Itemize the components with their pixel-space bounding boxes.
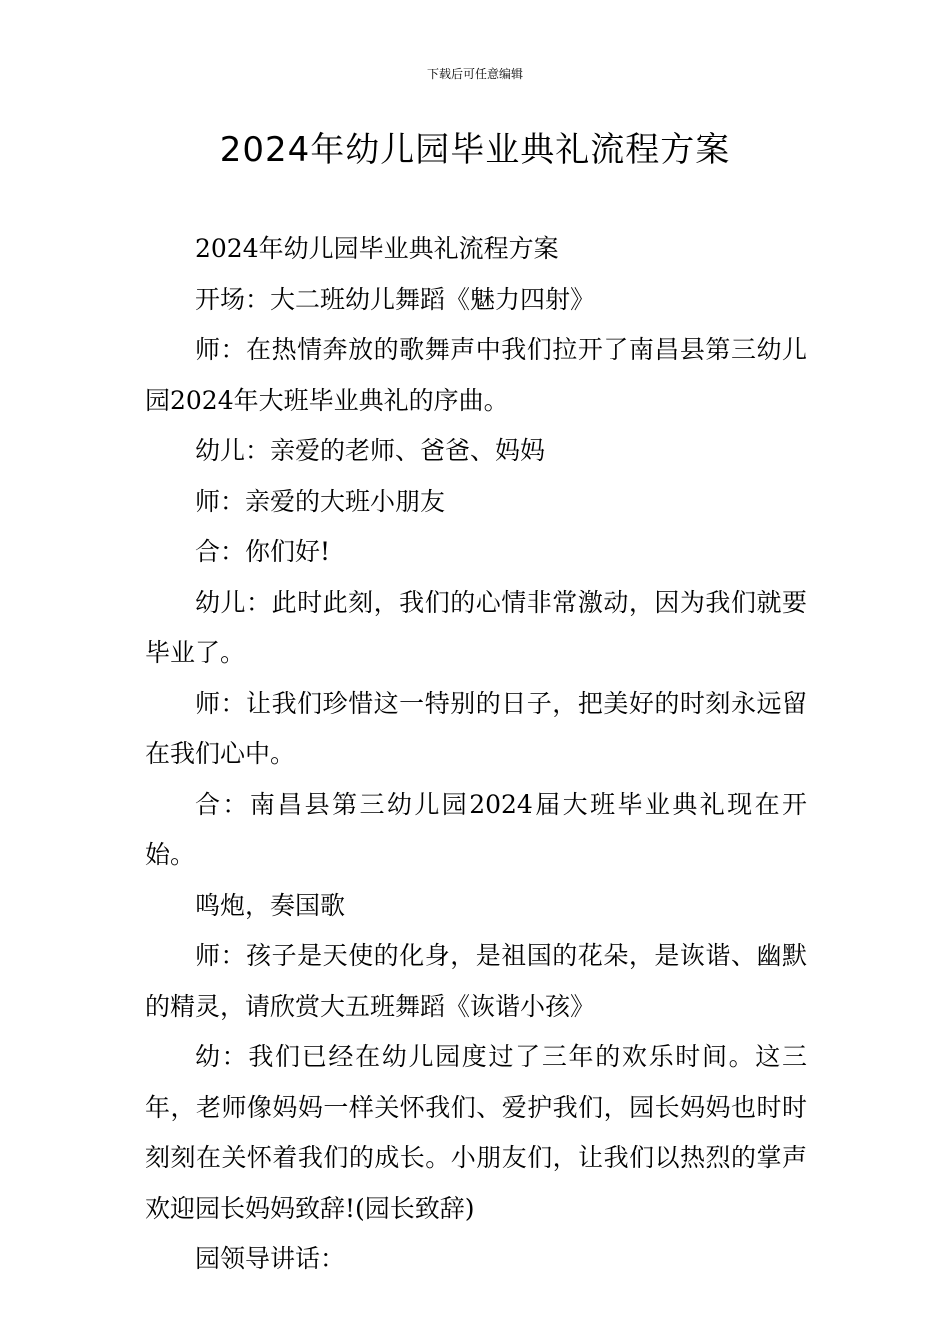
paragraph: 幼：我们已经在幼儿园度过了三年的欢乐时间。这三年，老师像妈妈一样关怀我们、爱护我们，园长妈妈也时时刻刻在关怀着我们的成长。小朋友们，让我们以热烈的掌声欢迎园长妈妈致辞!(园长致辞): [145, 1042, 807, 1223]
paragraph: 师：让我们珍惜这一特别的日子，把美好的时刻永远留在我们心中。: [145, 688, 807, 768]
paragraph: 幼儿：此时此刻，我们的心情非常激动，因为我们就要毕业了。: [145, 587, 807, 667]
paragraph: 园领导讲话：: [195, 1244, 346, 1273]
paragraph: 合：南昌县第三幼儿园2024届大班毕业典礼现在开始。: [145, 789, 807, 869]
paragraph: 2024年幼儿园毕业典礼流程方案: [195, 234, 559, 263]
paragraph: 鸣炮，奏国歌: [195, 890, 346, 920]
document-title: 2024年幼儿园毕业典礼流程方案: [219, 130, 731, 170]
paragraph: 开场：大二班幼儿舞蹈《魅力四射》: [195, 284, 596, 314]
paragraph: 师：孩子是天使的化身，是祖国的花朵，是诙谐、幽默的精灵，请欣赏大五班舞蹈《诙谐小孩》: [145, 941, 807, 1021]
paragraph: 师：在热情奔放的歌舞声中我们拉开了南昌县第三幼儿园2024年大班毕业典礼的序曲。: [145, 335, 807, 415]
document-body: [145, 224, 807, 1285]
paragraph: 幼儿：亲爱的老师、爸爸、妈妈: [195, 436, 546, 465]
paragraph: 师：亲爱的大班小朋友: [195, 486, 446, 516]
paragraph: 合：你们好!: [195, 537, 331, 566]
header-note: 下载后可任意编辑: [426, 67, 523, 81]
